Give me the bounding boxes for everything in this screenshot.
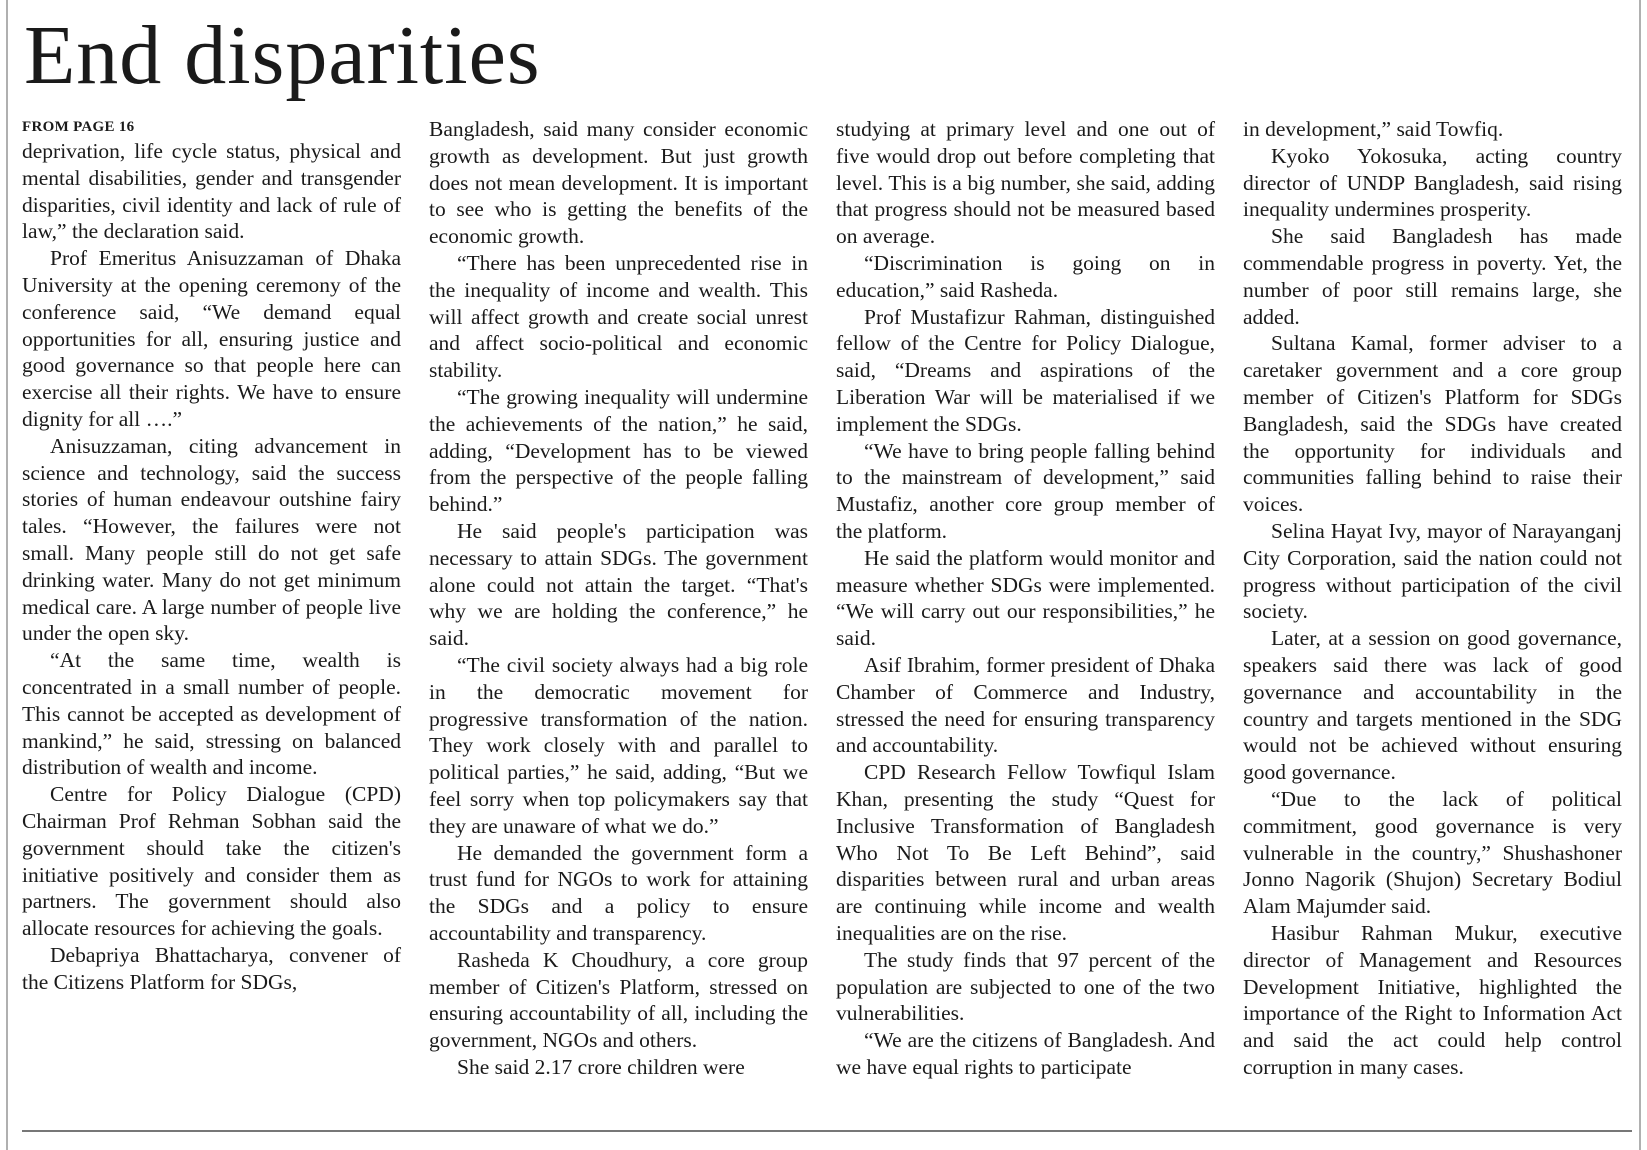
paragraph: Bangladesh, said many consider economic growth as development. But just growth does not mean development. It is important to see who is getting the benefits of the economic growth.	[429, 117, 808, 249]
paragraph: Selina Hayat Ivy, mayor of Narayanganj City Corporation, said the nation could not progress without participation of the civil society.	[1243, 518, 1622, 624]
paragraph: “Discrimination is going on in education,” said Rasheda.	[836, 250, 1215, 302]
paragraph: Sultana Kamal, former adviser to a caretaker government and a core group member of Citizen's Platform for SDGs Bangladesh, said the SDGs have created the opportunity for individuals and communities falling behind to raise their voices.	[1243, 331, 1622, 517]
paragraph: The study finds that 97 percent of the population are subjected to one of the two vulnerabilities.	[836, 947, 1215, 1026]
paragraph: Kyoko Yokosuka, acting country director of UNDP Bangladesh, said rising inequality undermines prosperity.	[1243, 143, 1622, 222]
headline: End disparities	[24, 9, 541, 102]
paragraph: He said people's participation was necessary to attain SDGs. The government alone could not attain the target. “That's why we are holding the conference,” he said.	[429, 518, 808, 651]
paragraph: “Due to the lack of political commitment, good governance is very vulnerable in the country,” Shushashoner Jonno Nagorik (Shujon) Secretary Bodiul Alam Majumder said.	[1243, 786, 1622, 919]
paragraph: “The civil society always had a big role in the democratic movement for progressive transformation of the nation. They work closely with and parallel to political parties,” he said, adding, “But we feel sorry when top policymakers say that they are unaware of what we do.”	[429, 652, 808, 838]
paragraph: “The growing inequality will undermine the achievements of the nation,” he said, adding, “Development has to be viewed from the perspective of the people falling behind.”	[429, 384, 808, 517]
bottom-rule	[22, 1130, 1632, 1132]
paragraph: deprivation, life cycle status, physical and mental disabilities, gender and transgender disparities, civil identity and lack of rule of law,” the declaration said.	[22, 139, 401, 244]
paragraph: He said the platform would monitor and measure whether SDGs were implemented. “We will carry out our responsibilities,” he said.	[836, 545, 1215, 651]
paragraph: Debapriya Bhattacharya, convener of the Citizens Platform for SDGs,	[22, 942, 401, 994]
article-columns	[22, 116, 1622, 1081]
paragraph: in development,” said Towfiq.	[1243, 117, 1504, 141]
continuation-kicker: FROM PAGE 16	[22, 119, 135, 135]
paragraph: She said Bangladesh has made commendable progress in poverty. Yet, the number of poor still remains large, she added.	[1243, 224, 1622, 329]
article-column-1	[22, 116, 401, 1081]
paragraph: Prof Mustafizur Rahman, distinguished fellow of the Centre for Policy Dialogue, said, “Dreams and aspirations of the Liberation War will be materialised if we implement the SDGs.	[836, 304, 1215, 436]
paragraph: studying at primary level and one out of five would drop out before completing that level. This is a big number, she said, adding that progress should not be measured based on average.	[836, 117, 1215, 249]
article-column-4	[1243, 116, 1622, 1081]
paragraph: Centre for Policy Dialogue (CPD) Chairman Prof Rehman Sobhan said the government should take the citizen's initiative positively and consider them as partners. The government should also allocate resources for achieving the goals.	[22, 782, 401, 941]
paragraph: Anisuzzaman, citing advancement in science and technology, said the success stories of human endeavour outshine fairy tales. “However, the failures were not small. Many people still do not get safe drinking water. Many do not get minimum medical care. A large number of people live under the open sky.	[22, 433, 401, 646]
article-column-3	[836, 116, 1215, 1081]
paragraph: “At the same time, wealth is concentrated in a small number of people. This cannot be accepted as development of mankind,” he said, stressing on balanced distribution of wealth and income.	[22, 648, 401, 780]
paragraph: Prof Emeritus Anisuzzaman of Dhaka University at the opening ceremony of the conference said, “We demand equal opportunities for all, ensuring justice and good governance so that people here can exercise all their rights. We have to ensure dignity for all ….”	[22, 246, 401, 431]
paragraph: Rasheda K Choudhury, a core group member of Citizen's Platform, stressed on ensuring accountability of all, including the government, NGOs and others.	[429, 947, 808, 1053]
paragraph: “We have to bring people falling behind to the mainstream of development,” said Mustafiz, another core group member of the platform.	[836, 438, 1215, 543]
paragraph: Asif Ibrahim, former president of Dhaka Chamber of Commerce and Industry, stressed the need for ensuring transparency and accountability.	[836, 652, 1215, 758]
article-column-2	[429, 116, 808, 1081]
paragraph: Later, at a session on good governance, speakers said there was lack of good governance and accountability in the country and targets mentioned in the SDG would not be achieved without ensuring good governance.	[1243, 626, 1622, 785]
paragraph: He demanded the government form a trust fund for NGOs to work for attaining the SDGs and a policy to ensure accountability and transparency.	[429, 840, 808, 945]
newspaper-page	[6, 0, 1641, 1150]
paragraph: “There has been unprecedented rise in the inequality of income and wealth. This will affect growth and create social unrest and affect socio-political and economic stability.	[429, 250, 808, 383]
paragraph: CPD Research Fellow Towfiqul Islam Khan, presenting the study “Quest for Inclusive Transformation of Bangladesh Who Not To Be Left Behind”, said disparities between rural and urban areas are continuing while income and wealth inequalities are on the rise.	[836, 760, 1215, 945]
paragraph: “We are the citizens of Bangladesh. And we have equal rights to participate	[836, 1028, 1215, 1079]
paragraph: Hasibur Rahman Mukur, executive director of Management and Resources Development Initiative, highlighted the importance of the Right to Information Act and said the act could help control corruption in many cases.	[1243, 920, 1622, 1079]
paragraph: She said 2.17 crore children were	[457, 1054, 745, 1079]
